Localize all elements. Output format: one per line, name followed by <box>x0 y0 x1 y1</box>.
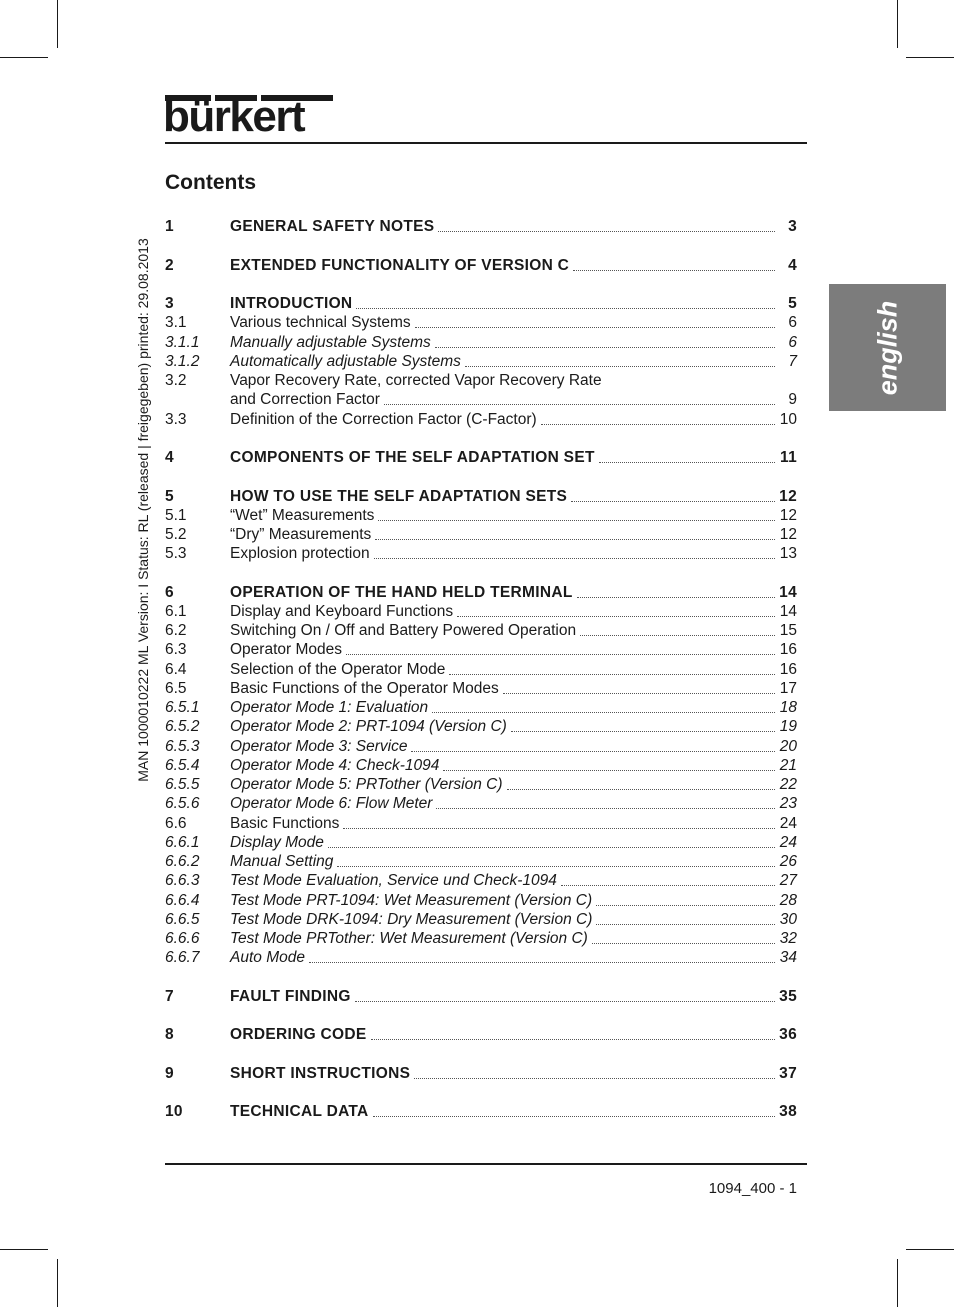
toc-leader <box>378 520 775 521</box>
crop-mark <box>57 1259 58 1307</box>
crop-mark <box>57 0 58 48</box>
toc-number: 3.1.2 <box>165 353 200 370</box>
toc-leader <box>465 366 775 367</box>
toc-page: 18 <box>779 699 797 716</box>
toc-number: 6.6.1 <box>165 834 200 851</box>
toc-page: 12 <box>779 507 797 524</box>
toc-title: Explosion protection <box>230 545 370 562</box>
toc-leader <box>355 1001 775 1002</box>
toc-leader <box>599 462 775 463</box>
toc-page: 16 <box>779 641 797 658</box>
crop-mark <box>906 1249 954 1250</box>
toc-page: 30 <box>779 911 797 928</box>
toc-number: 6.3 <box>165 641 187 658</box>
toc-entry[interactable] <box>165 698 797 718</box>
crop-mark <box>0 57 48 58</box>
toc-number: 3.3 <box>165 411 187 428</box>
crop-mark <box>897 0 898 48</box>
document-status-note: MAN 1000010222 ML Version: I Status: RL (released | freigegeben) printed: 29.08.2013 <box>135 238 151 782</box>
toc-page: 22 <box>779 776 797 793</box>
toc-title: Display Mode <box>230 834 324 851</box>
toc-page: 24 <box>779 834 797 851</box>
toc-number: 6.5.2 <box>165 718 200 735</box>
toc-entry[interactable] <box>165 544 797 564</box>
toc-title: Operator Mode 4: Check-1094 <box>230 757 440 774</box>
toc-entry[interactable] <box>165 948 797 968</box>
toc-leader <box>580 635 775 636</box>
toc-entry[interactable] <box>165 583 797 603</box>
language-tab <box>829 284 946 411</box>
toc-page: 34 <box>779 949 797 966</box>
crop-mark <box>897 1259 898 1307</box>
toc-page: 11 <box>780 449 797 466</box>
toc-entry[interactable] <box>165 794 797 814</box>
toc-title: Basic Functions <box>230 815 340 832</box>
toc-entry[interactable] <box>165 256 797 276</box>
crop-mark <box>0 1249 48 1250</box>
toc-number: 6.5.4 <box>165 757 200 774</box>
toc-leader <box>561 885 775 886</box>
toc-number: 6.6.4 <box>165 892 200 909</box>
toc-title: ORDERING CODE <box>230 1026 367 1043</box>
page-footer: 1094_400 - 1 <box>708 1180 797 1197</box>
toc-entry[interactable] <box>165 756 797 776</box>
toc-number: 6.6.2 <box>165 853 200 870</box>
toc-entry[interactable] <box>165 717 797 737</box>
toc-leader <box>374 558 775 559</box>
toc-page: 20 <box>779 738 797 755</box>
toc-title: FAULT FINDING <box>230 988 351 1005</box>
toc-title: Auto Mode <box>230 949 305 966</box>
toc-leader <box>356 308 775 309</box>
toc-leader <box>592 943 775 944</box>
toc-title: Test Mode PRT-1094: Wet Measurement (Version C) <box>230 892 593 909</box>
toc-leader <box>443 770 775 771</box>
page-title: Contents <box>165 171 256 194</box>
toc-number: 5.1 <box>165 507 187 524</box>
toc-entry[interactable] <box>165 448 797 468</box>
toc-leader <box>328 847 775 848</box>
toc-title: Operator Mode 6: Flow Meter <box>230 795 433 812</box>
toc-title: and Correction Factor <box>230 391 380 408</box>
toc-title: Definition of the Correction Factor (C-Factor) <box>230 411 537 428</box>
toc-number: 2 <box>165 257 174 274</box>
toc-leader <box>596 924 775 925</box>
toc-entry[interactable] <box>165 660 797 680</box>
toc-number: 7 <box>165 988 174 1005</box>
toc-number: 4 <box>165 449 174 466</box>
toc-entry[interactable] <box>165 352 797 372</box>
toc-number: 5.2 <box>165 526 187 543</box>
footer-rule <box>165 1163 807 1165</box>
toc-page: 17 <box>779 680 797 697</box>
toc-page: 7 <box>788 353 797 370</box>
toc-leader <box>411 751 775 752</box>
toc-leader <box>596 905 775 906</box>
toc-entry[interactable] <box>165 313 797 333</box>
toc-page: 37 <box>779 1065 797 1082</box>
toc-entry[interactable] <box>165 410 797 430</box>
toc-title: Various technical Systems <box>230 314 411 331</box>
toc-leader <box>511 731 775 732</box>
toc-title: “Dry” Measurements <box>230 526 372 543</box>
toc-leader <box>436 808 775 809</box>
toc-entry[interactable] <box>165 679 797 699</box>
toc-entry[interactable] <box>165 1025 797 1045</box>
toc-number: 10 <box>165 1103 183 1120</box>
toc-page: 23 <box>779 795 797 812</box>
toc-leader <box>432 712 775 713</box>
toc-entry[interactable] <box>165 487 797 507</box>
toc-leader <box>337 866 775 867</box>
toc-number: 6.6.5 <box>165 911 200 928</box>
toc-title: HOW TO USE THE SELF ADAPTATION SETS <box>230 488 568 505</box>
toc-page: 26 <box>779 853 797 870</box>
toc-title: Operator Mode 5: PRTother (Version C) <box>230 776 503 793</box>
toc-entry[interactable] <box>165 640 797 660</box>
toc-title: Display and Keyboard Functions <box>230 603 454 620</box>
toc-title: “Wet” Measurements <box>230 507 375 524</box>
toc-title: Operator Mode 2: PRT-1094 (Version C) <box>230 718 507 735</box>
toc-page: 12 <box>779 526 797 543</box>
toc-title: Manual Setting <box>230 853 334 870</box>
toc-title: Switching On / Off and Battery Powered Operation <box>230 622 577 639</box>
toc-page: 14 <box>779 584 797 601</box>
toc-leader <box>309 962 775 963</box>
toc-number: 8 <box>165 1026 174 1043</box>
toc-leader <box>415 327 775 328</box>
toc-leader <box>503 693 775 694</box>
toc-title: Operator Modes <box>230 641 342 658</box>
toc-entry[interactable] <box>165 217 797 237</box>
toc-page: 35 <box>779 988 797 1005</box>
toc-number: 9 <box>165 1065 174 1082</box>
toc-number: 6.6.6 <box>165 930 200 947</box>
toc-number: 3.1 <box>165 314 187 331</box>
toc-number: 6.5.1 <box>165 699 200 716</box>
toc-leader <box>577 597 775 598</box>
toc-number: 6.4 <box>165 661 187 678</box>
toc-page: 3 <box>788 218 797 235</box>
toc-entry[interactable] <box>165 987 797 1007</box>
toc-page: 9 <box>788 391 797 408</box>
toc-title: INTRODUCTION <box>230 295 353 312</box>
toc-entry[interactable] <box>165 929 797 949</box>
toc-leader <box>571 501 775 502</box>
toc-leader <box>573 270 775 271</box>
toc-number: 6.1 <box>165 603 187 620</box>
toc-leader <box>384 404 775 405</box>
toc-number: 6.6.7 <box>165 949 200 966</box>
toc-entry[interactable] <box>165 1102 797 1122</box>
toc-entry[interactable] <box>165 506 797 526</box>
toc-leader <box>449 674 775 675</box>
toc-page: 16 <box>779 661 797 678</box>
toc-leader <box>343 828 775 829</box>
toc-page: 10 <box>779 411 797 428</box>
toc-title: GENERAL SAFETY NOTES <box>230 218 435 235</box>
toc-title: COMPONENTS OF THE SELF ADAPTATION SET <box>230 449 595 466</box>
toc-leader <box>375 539 775 540</box>
toc-title: TECHNICAL DATA <box>230 1103 369 1120</box>
toc-page: 12 <box>779 488 797 505</box>
toc-page: 27 <box>779 872 797 889</box>
toc-page: 24 <box>779 815 797 832</box>
toc-number: 5 <box>165 488 174 505</box>
toc-title: Basic Functions of the Operator Modes <box>230 680 499 697</box>
toc-leader <box>541 424 775 425</box>
toc-entry[interactable] <box>165 910 797 930</box>
toc-title: Test Mode PRTother: Wet Measurement (Version C) <box>230 930 588 947</box>
toc-page: 6 <box>788 334 797 351</box>
toc-number: 6 <box>165 584 174 601</box>
toc-leader <box>435 347 775 348</box>
toc-leader <box>457 616 775 617</box>
toc-page: 6 <box>788 314 797 331</box>
toc-number: 6.2 <box>165 622 187 639</box>
toc-page: 15 <box>779 622 797 639</box>
toc-title: Operator Mode 1: Evaluation <box>230 699 429 716</box>
toc-title: EXTENDED FUNCTIONALITY OF VERSION C <box>230 257 570 274</box>
toc-page: 28 <box>779 892 797 909</box>
toc-number: 6.6.3 <box>165 872 200 889</box>
toc-entry[interactable] <box>165 525 797 545</box>
toc-title: OPERATION OF THE HAND HELD TERMINAL <box>230 584 573 601</box>
toc-number: 3.1.1 <box>165 334 200 351</box>
toc-leader <box>373 1116 775 1117</box>
toc-title: Automatically adjustable Systems <box>230 353 461 370</box>
toc-number: 6.5.6 <box>165 795 200 812</box>
toc-leader <box>371 1039 775 1040</box>
toc-entry[interactable] <box>165 602 797 622</box>
toc-page: 14 <box>779 603 797 620</box>
toc-title: Operator Mode 3: Service <box>230 738 408 755</box>
toc-entry[interactable] <box>165 891 797 911</box>
toc-number: 6.6 <box>165 815 187 832</box>
toc-page: 5 <box>788 295 797 312</box>
toc-entry[interactable] <box>165 871 797 891</box>
toc-leader <box>346 654 775 655</box>
toc-leader <box>507 789 775 790</box>
toc-title: Test Mode DRK-1094: Dry Measurement (Version C) <box>230 911 593 928</box>
burkert-logo <box>163 92 335 141</box>
toc-entry[interactable] <box>165 621 797 641</box>
toc-leader <box>438 231 775 232</box>
toc-title: Selection of the Operator Mode <box>230 661 446 678</box>
toc-number: 1 <box>165 218 174 235</box>
toc-title: Manually adjustable Systems <box>230 334 431 351</box>
toc-page: 21 <box>779 757 797 774</box>
toc-page: 19 <box>779 718 797 735</box>
toc-entry[interactable] <box>165 333 797 353</box>
toc-title: SHORT INSTRUCTIONS <box>230 1065 411 1082</box>
toc-title: Test Mode Evaluation, Service und Check-1094 <box>230 872 557 889</box>
toc-entry[interactable] <box>165 775 797 795</box>
toc-entry[interactable] <box>165 390 797 410</box>
toc-number: 6.5.3 <box>165 738 200 755</box>
toc-entry[interactable] <box>165 294 797 314</box>
toc-entry[interactable] <box>165 371 797 391</box>
toc-entry[interactable] <box>165 737 797 757</box>
language-tab-label: english <box>872 300 902 395</box>
toc-number: 3.2 <box>165 372 187 389</box>
toc-leader <box>414 1078 775 1079</box>
toc-page: 38 <box>779 1103 797 1120</box>
toc-number: 5.3 <box>165 545 187 562</box>
toc-number: 3 <box>165 295 174 312</box>
toc-entry[interactable] <box>165 852 797 872</box>
crop-mark <box>906 57 954 58</box>
toc-title: Vapor Recovery Rate, corrected Vapor Recovery Rate <box>230 372 602 389</box>
toc-page: 32 <box>779 930 797 947</box>
toc-entry[interactable] <box>165 814 797 834</box>
logo-text: bürkert <box>163 92 305 141</box>
toc-page: 13 <box>779 545 797 562</box>
header-rule <box>165 142 807 144</box>
toc-number: 6.5 <box>165 680 187 697</box>
toc-page: 36 <box>779 1026 797 1043</box>
toc-page: 4 <box>788 257 797 274</box>
toc-entry[interactable] <box>165 1064 797 1084</box>
toc-number: 6.5.5 <box>165 776 200 793</box>
toc-entry[interactable] <box>165 833 797 853</box>
